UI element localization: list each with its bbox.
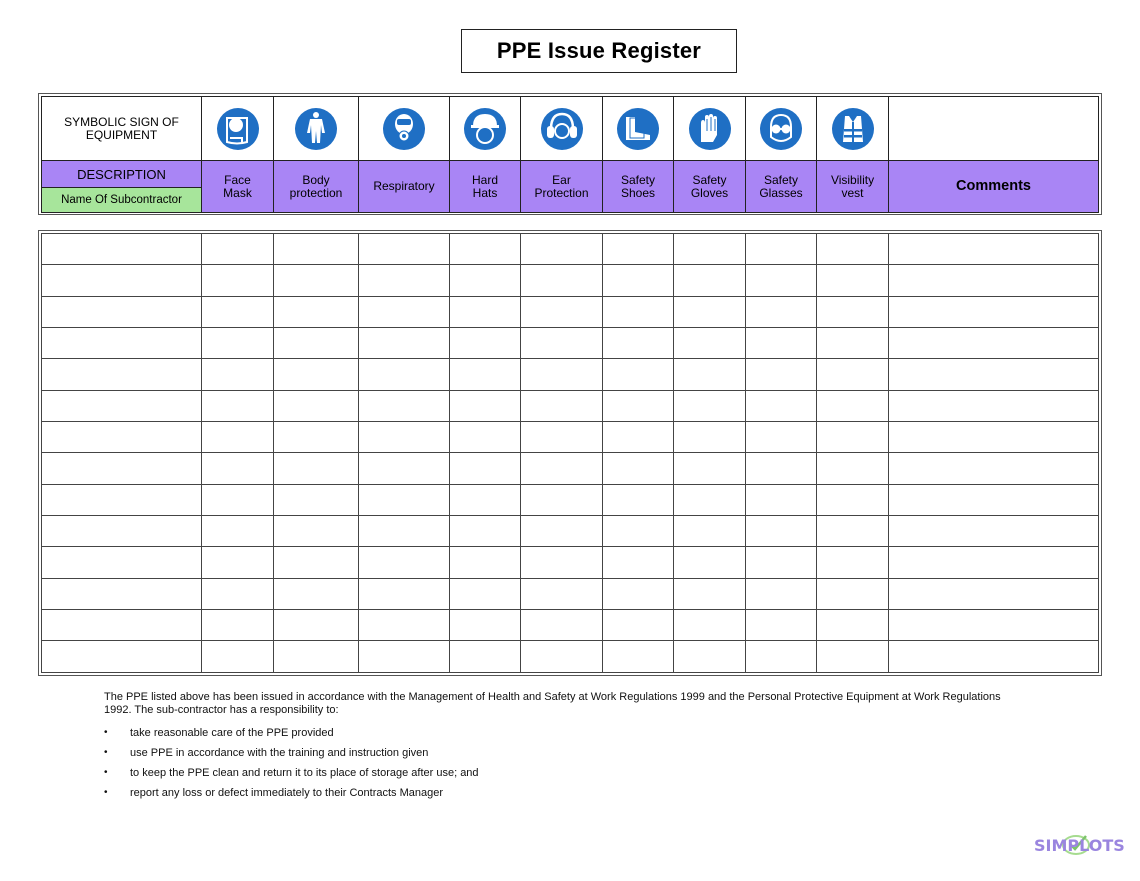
table-cell[interactable] <box>42 328 202 359</box>
subcontractor-label: Name Of Subcontractor <box>42 188 202 213</box>
table-cell[interactable] <box>674 359 746 390</box>
table-cell[interactable] <box>521 484 603 515</box>
description-label: DESCRIPTION <box>42 161 202 188</box>
table-cell[interactable] <box>603 390 674 421</box>
list-item: • take reasonable care of the PPE provided <box>104 723 1004 743</box>
table-cell[interactable] <box>450 390 521 421</box>
equipment-label-body-protection: Body protection <box>274 161 359 213</box>
table-cell[interactable] <box>521 453 603 484</box>
table-row <box>42 265 1099 296</box>
list-item: • report any loss or defect immediately to their Contracts Manager <box>104 783 1004 803</box>
responsibility-list <box>104 723 1004 803</box>
safety-gloves-icon <box>674 97 746 161</box>
table-cell[interactable] <box>521 516 603 547</box>
table-cell[interactable] <box>746 547 817 578</box>
table-cell[interactable] <box>202 328 274 359</box>
equipment-header <box>38 93 1102 215</box>
notes-intro: The PPE listed above has been issued in accordance with the Management of Health and Safety at Work Regulations 1999 and the Personal Protective Equipment at Work Regulations 1992. The sub-contractor has a responsibility to: <box>104 691 1001 716</box>
equipment-label-hard-hats: Hard Hats <box>450 161 521 213</box>
table-cell[interactable] <box>603 265 674 296</box>
table-cell[interactable] <box>521 234 603 265</box>
table-row <box>42 516 1099 547</box>
table-cell[interactable] <box>817 641 889 673</box>
table-cell[interactable] <box>42 390 202 421</box>
table-cell[interactable] <box>359 641 450 673</box>
table-cell[interactable] <box>817 265 889 296</box>
equipment-label-safety-glasses: Safety Glasses <box>746 161 817 213</box>
table-row <box>42 453 1099 484</box>
table-cell[interactable] <box>359 516 450 547</box>
table-cell[interactable] <box>202 234 274 265</box>
table-cell[interactable] <box>674 453 746 484</box>
table-cell[interactable] <box>274 296 359 327</box>
equipment-label-respiratory: Respiratory <box>359 161 450 213</box>
notes-section <box>104 691 1004 803</box>
table-cell[interactable] <box>674 610 746 641</box>
table-cell[interactable] <box>603 578 674 609</box>
table-cell[interactable] <box>274 516 359 547</box>
table-cell[interactable] <box>746 234 817 265</box>
table-cell[interactable] <box>521 641 603 673</box>
table-cell[interactable] <box>674 516 746 547</box>
table-cell[interactable] <box>359 296 450 327</box>
table-cell[interactable] <box>674 422 746 453</box>
table-cell[interactable] <box>274 453 359 484</box>
body-protection-icon <box>274 97 359 161</box>
table-cell[interactable] <box>889 234 1099 265</box>
table-cell[interactable] <box>42 641 202 673</box>
table-cell[interactable] <box>42 422 202 453</box>
table-cell[interactable] <box>521 328 603 359</box>
table-cell[interactable] <box>817 390 889 421</box>
table-cell[interactable] <box>746 422 817 453</box>
table-cell[interactable] <box>42 234 202 265</box>
table-cell[interactable] <box>450 578 521 609</box>
safety-shoes-icon <box>603 97 674 161</box>
table-cell[interactable] <box>674 296 746 327</box>
hard-hat-icon <box>450 97 521 161</box>
table-cell[interactable] <box>274 390 359 421</box>
table-cell[interactable] <box>889 359 1099 390</box>
table-cell[interactable] <box>603 453 674 484</box>
ear-protection-icon <box>521 97 603 161</box>
table-cell[interactable] <box>746 296 817 327</box>
table-cell[interactable] <box>603 296 674 327</box>
register-grid <box>38 230 1102 676</box>
table-row <box>42 234 1099 265</box>
table-cell[interactable] <box>202 610 274 641</box>
table-cell[interactable] <box>202 547 274 578</box>
table-cell[interactable] <box>202 296 274 327</box>
table-cell[interactable] <box>746 610 817 641</box>
table-cell[interactable] <box>889 641 1099 673</box>
table-cell[interactable] <box>359 422 450 453</box>
table-cell[interactable] <box>202 516 274 547</box>
equipment-label-visibility-vest: Visibility vest <box>817 161 889 213</box>
table-cell[interactable] <box>889 265 1099 296</box>
table-cell[interactable] <box>450 453 521 484</box>
table-cell[interactable] <box>817 328 889 359</box>
table-cell[interactable] <box>521 265 603 296</box>
table-cell[interactable] <box>889 547 1099 578</box>
table-cell[interactable] <box>746 359 817 390</box>
table-cell[interactable] <box>450 516 521 547</box>
table-cell[interactable] <box>359 610 450 641</box>
table-row <box>42 422 1099 453</box>
table-cell[interactable] <box>42 453 202 484</box>
table-cell[interactable] <box>274 265 359 296</box>
visibility-vest-icon <box>817 97 889 161</box>
table-cell[interactable] <box>746 484 817 515</box>
table-cell[interactable] <box>746 453 817 484</box>
table-cell[interactable] <box>603 547 674 578</box>
table-cell[interactable] <box>817 484 889 515</box>
table-cell[interactable] <box>746 578 817 609</box>
table-cell[interactable] <box>450 547 521 578</box>
table-row <box>42 328 1099 359</box>
table-cell[interactable] <box>42 359 202 390</box>
table-cell[interactable] <box>274 234 359 265</box>
table-cell[interactable] <box>817 234 889 265</box>
equipment-label-face-mask: Face Mask <box>202 161 274 213</box>
table-cell[interactable] <box>817 296 889 327</box>
table-cell[interactable] <box>674 547 746 578</box>
table-cell[interactable] <box>889 516 1099 547</box>
table-cell[interactable] <box>674 265 746 296</box>
table-cell[interactable] <box>42 578 202 609</box>
table-cell[interactable] <box>359 390 450 421</box>
table-cell[interactable] <box>450 265 521 296</box>
table-cell[interactable] <box>202 578 274 609</box>
safety-glasses-icon <box>746 97 817 161</box>
table-cell[interactable] <box>817 516 889 547</box>
table-cell[interactable] <box>359 453 450 484</box>
list-item: • use PPE in accordance with the training and instruction given <box>104 743 1004 763</box>
table-cell[interactable] <box>889 578 1099 609</box>
table-row <box>42 578 1099 609</box>
table-row <box>42 641 1099 673</box>
bullet-icon: • <box>104 787 108 798</box>
table-cell[interactable] <box>274 484 359 515</box>
table-cell[interactable] <box>202 359 274 390</box>
simplots-logo <box>1034 830 1125 860</box>
table-cell[interactable] <box>521 547 603 578</box>
table-cell[interactable] <box>521 610 603 641</box>
table-cell[interactable] <box>202 641 274 673</box>
table-cell[interactable] <box>274 359 359 390</box>
table-cell[interactable] <box>202 453 274 484</box>
table-cell[interactable] <box>603 234 674 265</box>
bullet-icon: • <box>104 767 108 778</box>
table-cell[interactable] <box>817 453 889 484</box>
table-cell[interactable] <box>202 390 274 421</box>
list-item: • to keep the PPE clean and return it to its place of storage after use; and <box>104 763 1004 783</box>
table-cell[interactable] <box>274 578 359 609</box>
table-cell[interactable] <box>746 265 817 296</box>
logo-text: SIMPLOTS <box>1034 836 1125 855</box>
table-cell[interactable] <box>42 516 202 547</box>
table-cell[interactable] <box>274 422 359 453</box>
table-cell[interactable] <box>359 547 450 578</box>
table-row <box>42 359 1099 390</box>
table-row <box>42 610 1099 641</box>
table-cell[interactable] <box>521 296 603 327</box>
table-cell[interactable] <box>603 516 674 547</box>
table-row <box>42 296 1099 327</box>
table-cell[interactable] <box>889 484 1099 515</box>
table-cell[interactable] <box>450 328 521 359</box>
table-cell[interactable] <box>42 484 202 515</box>
table-cell[interactable] <box>603 359 674 390</box>
table-cell[interactable] <box>817 422 889 453</box>
comments-label: Comments <box>889 161 1099 213</box>
equipment-label-safety-gloves: Safety Gloves <box>674 161 746 213</box>
equipment-label-safety-shoes: Safety Shoes <box>603 161 674 213</box>
table-cell[interactable] <box>521 390 603 421</box>
table-cell[interactable] <box>202 265 274 296</box>
table-cell[interactable] <box>674 390 746 421</box>
table-cell[interactable] <box>889 296 1099 327</box>
respiratory-icon <box>359 97 450 161</box>
table-cell[interactable] <box>450 296 521 327</box>
table-cell[interactable] <box>521 578 603 609</box>
table-cell[interactable] <box>359 484 450 515</box>
table-cell[interactable] <box>603 328 674 359</box>
table-cell[interactable] <box>889 453 1099 484</box>
comments-icon-cell <box>889 97 1099 161</box>
table-cell[interactable] <box>521 359 603 390</box>
table-cell[interactable] <box>817 610 889 641</box>
symbolic-sign-label: SYMBOLIC SIGN OF EQUIPMENT <box>42 97 202 161</box>
table-cell[interactable] <box>450 359 521 390</box>
table-cell[interactable] <box>674 578 746 609</box>
table-cell[interactable] <box>889 610 1099 641</box>
bullet-icon: • <box>104 747 108 758</box>
table-cell[interactable] <box>674 641 746 673</box>
table-cell[interactable] <box>450 641 521 673</box>
table-cell[interactable] <box>746 516 817 547</box>
table-cell[interactable] <box>603 484 674 515</box>
table-row <box>42 484 1099 515</box>
table-cell[interactable] <box>450 484 521 515</box>
table-cell[interactable] <box>359 234 450 265</box>
table-row <box>42 390 1099 421</box>
table-cell[interactable] <box>603 610 674 641</box>
table-cell[interactable] <box>889 390 1099 421</box>
table-cell[interactable] <box>889 328 1099 359</box>
table-cell[interactable] <box>450 610 521 641</box>
table-row <box>42 547 1099 578</box>
table-cell[interactable] <box>817 547 889 578</box>
table-cell[interactable] <box>746 328 817 359</box>
equipment-label-ear-protection: Ear Protection <box>521 161 603 213</box>
table-cell[interactable] <box>603 422 674 453</box>
table-cell[interactable] <box>603 641 674 673</box>
table-cell[interactable] <box>521 422 603 453</box>
table-cell[interactable] <box>274 547 359 578</box>
table-cell[interactable] <box>359 578 450 609</box>
table-cell[interactable] <box>817 578 889 609</box>
table-cell[interactable] <box>359 328 450 359</box>
table-cell[interactable] <box>450 234 521 265</box>
table-cell[interactable] <box>674 328 746 359</box>
table-cell[interactable] <box>42 610 202 641</box>
table-cell[interactable] <box>202 422 274 453</box>
table-cell[interactable] <box>450 422 521 453</box>
face-mask-icon <box>202 97 274 161</box>
page-title: PPE Issue Register <box>461 29 737 73</box>
table-cell[interactable] <box>359 359 450 390</box>
table-cell[interactable] <box>42 265 202 296</box>
table-cell[interactable] <box>42 547 202 578</box>
table-cell[interactable] <box>889 422 1099 453</box>
table-cell[interactable] <box>359 265 450 296</box>
table-cell[interactable] <box>42 296 202 327</box>
table-cell[interactable] <box>274 328 359 359</box>
table-cell[interactable] <box>674 484 746 515</box>
table-cell[interactable] <box>274 641 359 673</box>
table-cell[interactable] <box>674 234 746 265</box>
table-cell[interactable] <box>274 610 359 641</box>
table-cell[interactable] <box>746 641 817 673</box>
table-cell[interactable] <box>746 390 817 421</box>
table-cell[interactable] <box>817 359 889 390</box>
table-cell[interactable] <box>202 484 274 515</box>
bullet-icon: • <box>104 727 108 738</box>
